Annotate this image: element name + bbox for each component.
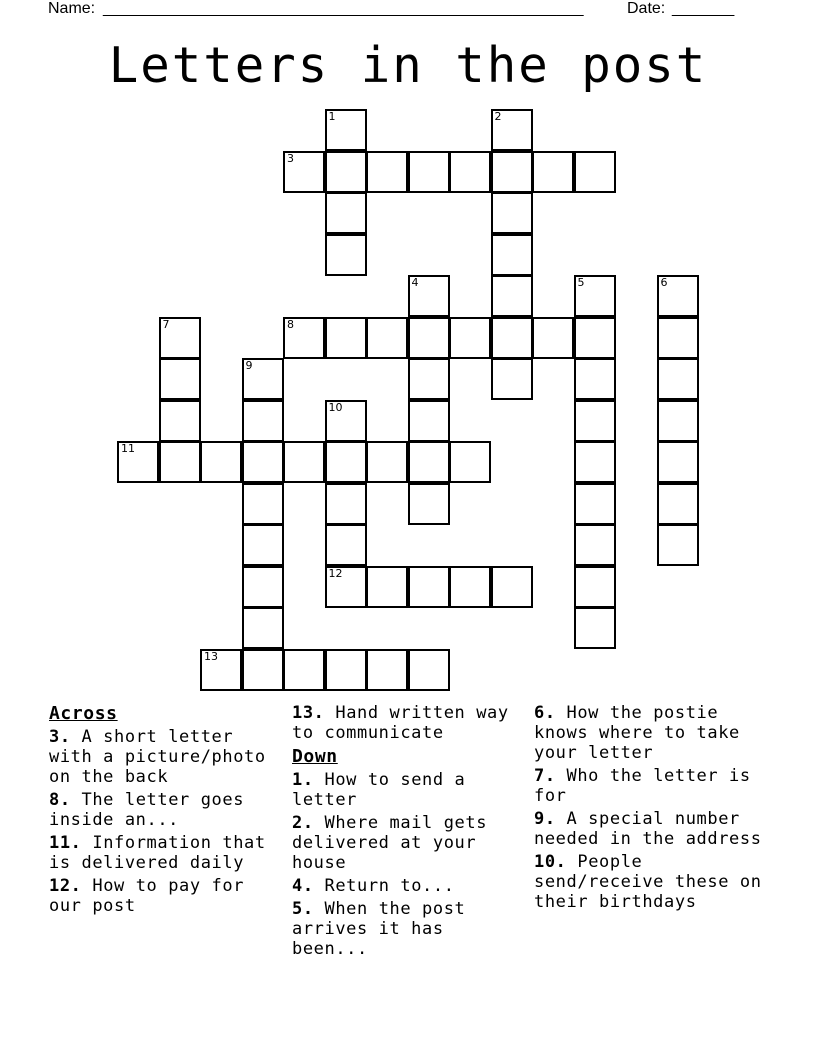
clue-text: Return to... (324, 876, 455, 896)
date-field[interactable]: _______ (672, 0, 735, 17)
clue-number: 4. (292, 876, 314, 896)
crossword-cell[interactable] (200, 441, 242, 483)
crossword-cell[interactable] (242, 607, 284, 649)
across-clue-11 (49, 833, 281, 873)
crossword-cell[interactable] (657, 524, 699, 566)
crossword-cell[interactable] (366, 317, 408, 359)
clue-number: 5. (292, 899, 314, 919)
crossword-cell[interactable] (408, 275, 450, 317)
crossword-cell[interactable] (491, 275, 533, 317)
clue-text: Information that is delivered daily (49, 833, 266, 873)
name-field[interactable]: ______________________________________________________ (103, 0, 584, 17)
crossword-cell[interactable] (574, 607, 616, 649)
crossword-cell[interactable] (283, 151, 325, 193)
crossword-cell[interactable] (657, 317, 699, 359)
crossword-cell[interactable] (159, 317, 201, 359)
name-label: Name: (48, 0, 96, 17)
crossword-cell[interactable] (242, 649, 284, 691)
crossword-cell[interactable] (532, 317, 574, 359)
clue-text: Hand written way to communicate (292, 703, 509, 743)
crossword-cell[interactable] (325, 441, 367, 483)
clues-column-3 (534, 703, 770, 915)
crossword-cell[interactable] (366, 649, 408, 691)
clue-text: How to pay for our post (49, 876, 245, 916)
crossword-cell[interactable] (408, 483, 450, 525)
crossword-cell[interactable] (574, 358, 616, 400)
crossword-cell[interactable] (408, 358, 450, 400)
crossword-cell[interactable] (200, 649, 242, 691)
page-title: Letters in the post (108, 37, 708, 94)
crossword-cell[interactable] (491, 234, 533, 276)
crossword-cell[interactable] (574, 441, 616, 483)
crossword-cell[interactable] (325, 400, 367, 442)
clue-text: A short letter with a picture/photo on the back (49, 727, 266, 787)
clue-text: How to send a letter (292, 770, 466, 810)
crossword-cell[interactable] (408, 151, 450, 193)
crossword-cell[interactable] (574, 566, 616, 608)
crossword-cell[interactable] (408, 649, 450, 691)
crossword-cell[interactable] (449, 566, 491, 608)
down-clue-10 (534, 852, 770, 912)
crossword-cell[interactable] (574, 400, 616, 442)
crossword-cell[interactable] (242, 400, 284, 442)
down-clue-6 (534, 703, 770, 763)
down-heading: Down (292, 746, 338, 767)
crossword-cell[interactable] (242, 566, 284, 608)
date-label: Date: (627, 0, 666, 17)
clue-number: 8. (49, 790, 71, 810)
crossword-cell[interactable] (449, 317, 491, 359)
crossword-cell[interactable] (491, 109, 533, 151)
across-clue-12 (49, 876, 281, 916)
crossword-cell[interactable] (574, 524, 616, 566)
crossword-cell[interactable] (325, 234, 367, 276)
crossword-cell[interactable] (325, 566, 367, 608)
clue-text: When the post arrives it has been... (292, 899, 466, 959)
crossword-cell[interactable] (283, 649, 325, 691)
clue-number: 7. (534, 766, 556, 786)
cell-number: 12 (328, 566, 343, 580)
clue-number: 10. (534, 852, 567, 872)
clues-column-2 (292, 703, 528, 962)
crossword-cell[interactable] (408, 400, 450, 442)
clue-text: Where mail gets delivered at your house (292, 813, 488, 873)
crossword-cell[interactable] (574, 151, 616, 193)
clue-number: 6. (534, 703, 556, 723)
crossword-cell[interactable] (325, 524, 367, 566)
cell-number: 13 (204, 649, 218, 663)
crossword-cell[interactable] (283, 317, 325, 359)
cell-number: 7 (162, 317, 170, 331)
clue-number: 3. (49, 727, 71, 747)
clue-text: People send/receive these on their birthdays (534, 852, 762, 912)
crossword-cell[interactable] (325, 109, 367, 151)
crossword-cell[interactable] (532, 151, 574, 193)
crossword-cell[interactable] (159, 441, 201, 483)
cell-number: 4 (411, 276, 419, 289)
across-heading: Across (49, 703, 118, 724)
clue-text: How the postie knows where to take your letter (534, 703, 740, 763)
cell-number: 2 (494, 110, 502, 123)
crossword-cell[interactable] (159, 358, 201, 400)
cell-number: 1 (328, 110, 336, 123)
down-clue-2 (292, 813, 528, 873)
crossword-cell[interactable] (242, 441, 284, 483)
crossword-cell[interactable] (325, 317, 367, 359)
clue-text: The letter goes inside an... (49, 790, 245, 830)
crossword-cell[interactable] (491, 192, 533, 234)
cell-number: 6 (660, 276, 668, 289)
across-clue-13 (292, 703, 528, 743)
down-clue-1 (292, 770, 528, 810)
crossword-cell[interactable] (657, 275, 699, 317)
clue-text: A special number needed in the address (534, 809, 762, 849)
crossword-cell[interactable] (325, 483, 367, 525)
crossword-cell[interactable] (242, 524, 284, 566)
crossword-cell[interactable] (449, 151, 491, 193)
down-clue-4 (292, 876, 528, 896)
cell-number: 3 (287, 151, 294, 165)
down-clue-7 (534, 766, 770, 806)
down-clue-5 (292, 899, 528, 959)
crossword-cell[interactable] (325, 192, 367, 234)
crossword-cell[interactable] (283, 441, 325, 483)
clue-number: 12. (49, 876, 82, 896)
crossword-cell[interactable] (325, 151, 367, 193)
crossword-cell[interactable] (325, 649, 367, 691)
crossword-cell[interactable] (159, 400, 201, 442)
crossword-cell[interactable] (408, 317, 450, 359)
crossword-cell[interactable] (574, 275, 616, 317)
across-clue-8 (49, 790, 281, 830)
crossword-cell[interactable] (408, 441, 450, 483)
crossword-cell[interactable] (491, 317, 533, 359)
clue-number: 2. (292, 813, 314, 833)
cell-number: 5 (577, 276, 585, 289)
crossword-cell[interactable] (408, 566, 450, 608)
cell-number: 8 (287, 317, 294, 331)
crossword-cell[interactable] (117, 441, 159, 483)
crossword-cell[interactable] (491, 566, 533, 608)
crossword-cell[interactable] (574, 317, 616, 359)
clue-number: 11. (49, 833, 82, 853)
crossword-cell[interactable] (574, 483, 616, 525)
crossword-cell[interactable] (657, 358, 699, 400)
clue-number: 1. (292, 770, 314, 790)
down-clue-9 (534, 809, 770, 849)
crossword-cell[interactable] (366, 566, 408, 608)
clue-text: Who the letter is for (534, 766, 751, 806)
crossword-cell[interactable] (491, 151, 533, 193)
crossword-cell[interactable] (657, 483, 699, 525)
cell-number: 9 (245, 359, 253, 372)
clue-number: 9. (534, 809, 556, 829)
across-clue-3 (49, 727, 281, 787)
crossword-cell[interactable] (366, 151, 408, 193)
crossword-cell[interactable] (449, 441, 491, 483)
crossword-cell[interactable] (366, 441, 408, 483)
crossword-cell[interactable] (242, 358, 284, 400)
crossword-cell[interactable] (657, 400, 699, 442)
cell-number: 10 (328, 400, 343, 414)
clues-column-1 (49, 703, 281, 919)
clue-number: 13. (292, 703, 325, 723)
crossword-cell[interactable] (657, 441, 699, 483)
crossword-cell[interactable] (491, 358, 533, 400)
crossword-cell[interactable] (242, 483, 284, 525)
cell-number: 11 (121, 442, 135, 455)
